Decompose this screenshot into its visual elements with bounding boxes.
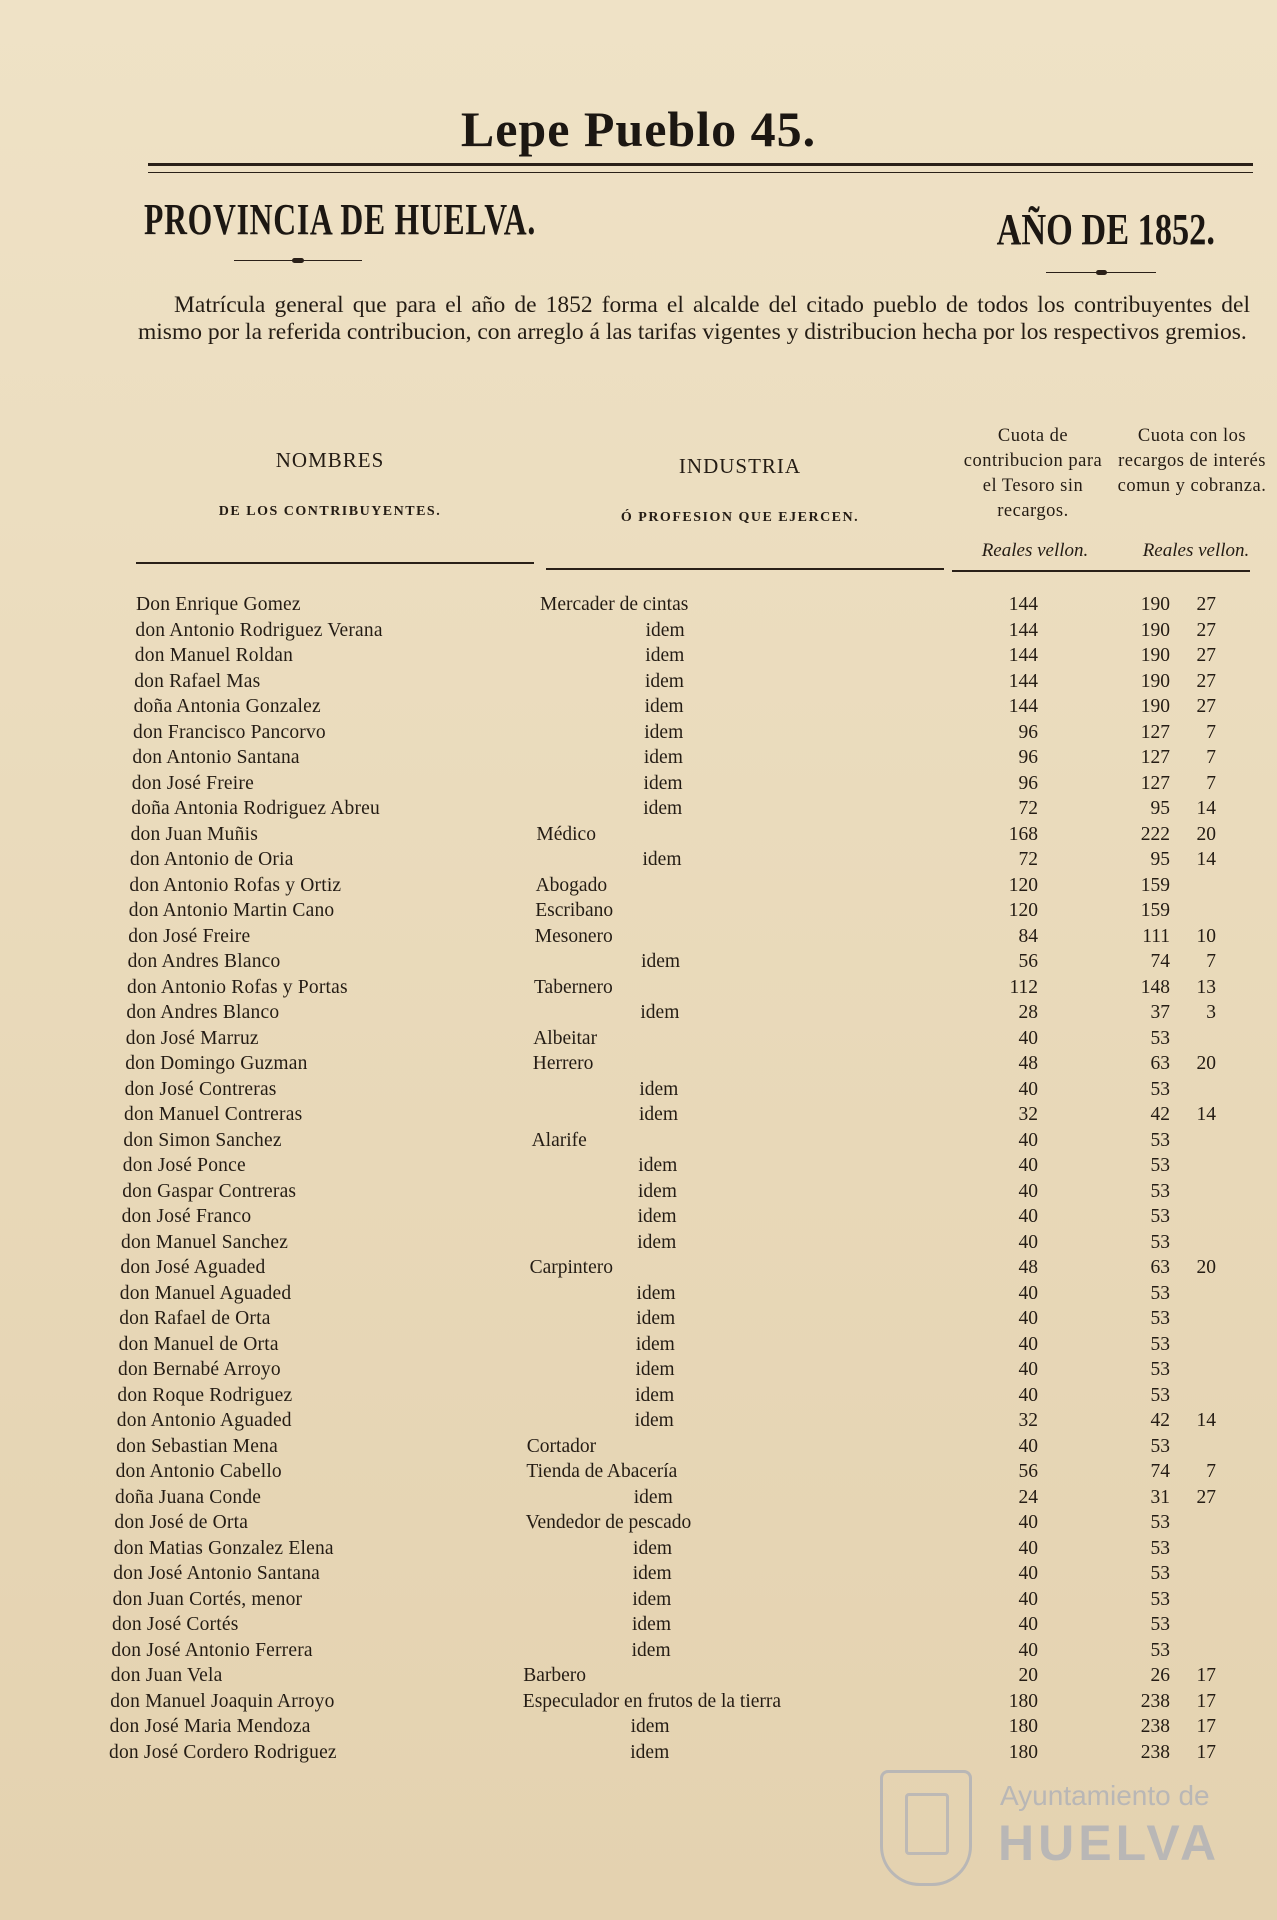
cuota-cell: 40 (1018, 1078, 1038, 1100)
top-rule-thin (148, 172, 1253, 173)
cuota-cell: 40 (1018, 1639, 1038, 1661)
contributor-name: doña Antonia Gonzalez (133, 696, 321, 717)
cuota-cell: 40 (1018, 1206, 1038, 1227)
cuota-cell: 56 (1018, 951, 1038, 972)
cuota-cell: 40 (1018, 1512, 1038, 1533)
intro-paragraph: Matrícula general que para el año de 1852 forma el alcalde del citado pueblo de todos los contribuyentes del mismo por la referida contribucion, con arreglo á las tarifas vigentes y distribucion hecha por los respectivos gremios. (138, 292, 1250, 345)
page-title: Lepe Pueblo 45. (460, 101, 817, 157)
cuota-cell: 40 (1018, 1180, 1038, 1202)
recargo-reales-cell: 53 (1150, 1512, 1170, 1533)
recargo-reales-cell: 53 (1150, 1155, 1170, 1176)
industry-cell: idem (637, 1206, 677, 1227)
industry-cell: idem (643, 772, 683, 794)
recargo-reales-cell: 53 (1150, 1639, 1170, 1661)
industry-cell: Alarife (531, 1129, 587, 1151)
recargo-centimos-cell: 7 (1206, 772, 1216, 794)
recargo-reales-cell: 95 (1150, 849, 1170, 870)
cuota-cell: 144 (1008, 645, 1038, 666)
industry-cell: idem (634, 1410, 674, 1431)
cuota-cell: 144 (1008, 619, 1038, 641)
cuota-cell: 24 (1018, 1486, 1038, 1508)
cuota-cell: 28 (1018, 1002, 1038, 1023)
table-row (0, 898, 1277, 924)
recargo-reales-cell: 159 (1140, 874, 1170, 896)
contributor-name: don Antonio Martin Cano (128, 900, 335, 921)
table-row (0, 1434, 1277, 1460)
contributor-name: don Bernabé Arroyo (118, 1359, 281, 1380)
recargo-centimos-cell: 7 (1206, 951, 1216, 972)
recargo-reales-cell: 53 (1150, 1614, 1170, 1635)
industry-cell: idem (630, 1716, 670, 1737)
table-row (0, 1000, 1277, 1026)
recargo-centimos-cell: 27 (1196, 619, 1216, 641)
contributor-name: don José Antonio Ferrera (111, 1639, 313, 1661)
province-heading: PROVINCIA DE HUELVA. (144, 195, 537, 244)
recargo-reales-cell: 42 (1150, 1410, 1170, 1431)
industry-cell: idem (635, 1333, 675, 1355)
table-row (0, 1714, 1277, 1740)
recargo-centimos-cell: 17 (1196, 1665, 1216, 1686)
table-row (0, 1026, 1277, 1052)
contributor-name: don Antonio Rodriguez Verana (135, 619, 383, 641)
cuota-cell: 40 (1018, 1155, 1038, 1176)
cuota-cell: 120 (1008, 900, 1038, 921)
contributor-name: doña Antonia Rodriguez Abreu (131, 798, 380, 819)
industry-cell: idem (631, 1639, 671, 1661)
industry-cell: idem (637, 1180, 677, 1202)
table-row (0, 745, 1277, 771)
contributor-name: don Juan Muñis (130, 823, 258, 845)
industry-cell: Vendedor de pescado (525, 1512, 692, 1533)
contributor-name: don Manuel Aguaded (119, 1282, 292, 1304)
industry-cell: idem (639, 1104, 678, 1125)
contributor-name: don Juan Cortés, menor (112, 1588, 303, 1610)
recargo-centimos-cell: 14 (1196, 798, 1216, 819)
contributor-name: don Juan Vela (110, 1665, 223, 1686)
cuota-cell: 40 (1018, 1563, 1038, 1584)
cuota-cell: 144 (1008, 594, 1038, 615)
cuota-cell: 168 (1008, 823, 1038, 845)
table-row (0, 1383, 1277, 1409)
contributor-name: don José de Orta (114, 1512, 249, 1533)
cuota-cell: 180 (1008, 1690, 1038, 1712)
header-rule-names (136, 562, 534, 564)
cuota-cell: 32 (1018, 1410, 1038, 1431)
contributor-name: don José Freire (128, 925, 251, 947)
contributor-name: don Antonio Santana (132, 747, 300, 768)
recargo-reales-cell: 190 (1140, 670, 1170, 692)
recargo-reales-cell: 37 (1150, 1002, 1170, 1023)
recargo-centimos-cell: 14 (1196, 1410, 1216, 1431)
table-row (0, 771, 1277, 797)
table-row (0, 1128, 1277, 1154)
recargo-reales-cell: 53 (1150, 1384, 1170, 1406)
recargo-reales-cell: 95 (1150, 798, 1170, 819)
industry-cell: Mesonero (534, 925, 613, 947)
industry-cell: Especulador en frutos de la tierra (522, 1690, 782, 1712)
table-row (0, 1179, 1277, 1205)
industry-cell: idem (645, 619, 685, 641)
cuota-cell: 20 (1018, 1665, 1038, 1686)
contributor-name: don José Marruz (125, 1027, 259, 1049)
recargo-reales-cell: 63 (1150, 1053, 1170, 1074)
contributor-name: don José Antonio Santana (113, 1563, 321, 1584)
industry-cell: idem (641, 951, 681, 972)
cuota-cell: 96 (1018, 721, 1038, 743)
recargo-reales-cell: 74 (1150, 1461, 1170, 1482)
contributor-name: don José Aguaded (120, 1257, 266, 1278)
recargo-reales-cell: 53 (1150, 1308, 1170, 1329)
recargo-reales-cell: 190 (1140, 619, 1170, 641)
table-row (0, 1408, 1277, 1434)
contributor-name: don Manuel Sanchez (121, 1231, 289, 1253)
table-row (0, 1332, 1277, 1358)
cuota-cell: 40 (1018, 1231, 1038, 1253)
cuota-cell: 56 (1018, 1461, 1038, 1482)
contributor-name: don Andres Blanco (126, 1002, 280, 1023)
recargo-centimos-cell: 17 (1196, 1741, 1216, 1763)
table-row (0, 1306, 1277, 1332)
contributor-name: don Antonio Rofas y Portas (127, 976, 348, 998)
recargo-reales-cell: 53 (1150, 1180, 1170, 1202)
header-industry: INDUSTRIA (678, 454, 802, 478)
industry-cell: Tienda de Abacería (526, 1461, 678, 1482)
industry-cell: idem (636, 1308, 676, 1329)
recargo-reales-cell: 26 (1150, 1665, 1170, 1686)
table-row (0, 592, 1277, 618)
recargo-reales-cell: 148 (1140, 976, 1170, 998)
industry-cell: Tabernero (534, 976, 613, 998)
recargo-centimos-cell: 7 (1206, 721, 1216, 743)
recargo-reales-cell: 53 (1150, 1333, 1170, 1355)
archive-stamp (880, 1768, 1221, 1888)
cuota-cell: 72 (1018, 798, 1038, 819)
table-row (0, 873, 1277, 899)
header-rule-values (952, 570, 1250, 572)
industry-cell: idem (632, 1563, 672, 1584)
header-cuota: Cuota de contribucion para el Tesoro sin recargos. (963, 426, 1103, 521)
table-row (0, 1230, 1277, 1256)
recargo-reales-cell: 53 (1150, 1435, 1170, 1457)
contributor-name: don Sebastian Mena (116, 1435, 278, 1457)
industry-cell: Albeitar (533, 1027, 598, 1049)
contributor-name: don José Cordero Rodriguez (109, 1741, 337, 1763)
cuota-cell: 96 (1018, 772, 1038, 794)
contributor-name: don Antonio Rofas y Ortiz (129, 874, 342, 896)
industry-cell: idem (645, 645, 685, 666)
industry-cell: idem (635, 1359, 675, 1380)
table-row (0, 1153, 1277, 1179)
contributor-name: don Manuel de Orta (118, 1333, 279, 1355)
table-row (0, 643, 1277, 669)
stamp-line1: Ayuntamiento de (1000, 1780, 1210, 1811)
cuota-cell: 40 (1018, 1384, 1038, 1406)
table-row (0, 1255, 1277, 1281)
cuota-cell: 72 (1018, 849, 1038, 870)
contributor-name: don Antonio Cabello (115, 1461, 282, 1482)
industry-cell: idem (644, 721, 684, 743)
contributor-name: don Manuel Contreras (124, 1104, 303, 1125)
cuota-cell: 40 (1018, 1435, 1038, 1457)
recargo-centimos-cell: 27 (1196, 645, 1216, 666)
recargo-reales-cell: 31 (1150, 1486, 1170, 1508)
recargo-reales-cell: 222 (1140, 823, 1170, 845)
recargo-centimos-cell: 27 (1196, 594, 1216, 615)
table-row (0, 1536, 1277, 1562)
cuota-cell: 144 (1008, 696, 1038, 717)
recargo-reales-cell: 53 (1150, 1588, 1170, 1610)
table-row (0, 1638, 1277, 1664)
contributor-name: don Gaspar Contreras (122, 1180, 297, 1202)
industry-cell: Escribano (535, 900, 614, 921)
recargo-reales-cell: 53 (1150, 1078, 1170, 1100)
year-heading: AÑO DE 1852. (996, 205, 1215, 254)
contributor-name: don Simon Sanchez (123, 1129, 282, 1151)
recargo-reales-cell: 42 (1150, 1104, 1170, 1125)
contributor-name: don José Cortés (112, 1614, 239, 1635)
table-row (0, 618, 1277, 644)
industry-cell: idem (638, 1155, 678, 1176)
cuota-cell: 40 (1018, 1129, 1038, 1151)
contributor-name: don Roque Rodriguez (117, 1384, 293, 1406)
recargo-reales-cell: 127 (1140, 772, 1170, 794)
recargo-centimos-cell: 3 (1206, 1002, 1216, 1023)
industry-cell: idem (637, 1231, 677, 1253)
recargo-reales-cell: 53 (1150, 1359, 1170, 1380)
industry-cell: idem (643, 798, 683, 819)
cuota-cell: 180 (1008, 1716, 1038, 1737)
recargo-centimos-cell: 20 (1196, 823, 1216, 845)
industry-cell: idem (635, 1384, 675, 1406)
table-row (0, 694, 1277, 720)
industry-cell: idem (633, 1537, 673, 1559)
industry-cell: Barbero (523, 1665, 586, 1686)
recargo-centimos-cell: 14 (1196, 1104, 1216, 1125)
table-row (0, 1689, 1277, 1715)
table-row (0, 1077, 1277, 1103)
contributor-name: don Rafael Mas (134, 670, 261, 692)
industry-cell: idem (632, 1588, 672, 1610)
header-rule-industry (546, 568, 944, 570)
cuota-cell: 40 (1018, 1588, 1038, 1610)
industry-cell: Médico (536, 823, 596, 845)
industry-cell: Mercader de cintas (540, 594, 689, 615)
cuota-cell: 40 (1018, 1308, 1038, 1329)
cuota-cell: 48 (1018, 1053, 1038, 1074)
table-row (0, 1485, 1277, 1511)
recargo-reales-cell: 63 (1150, 1257, 1170, 1278)
contributor-name: don Andres Blanco (127, 951, 281, 972)
recargo-centimos-cell: 27 (1196, 1486, 1216, 1508)
recargo-centimos-cell: 7 (1206, 747, 1216, 768)
contributor-name: don José Contreras (124, 1078, 277, 1100)
recargo-reales-cell: 159 (1140, 900, 1170, 921)
contributor-name: doña Juana Conde (115, 1486, 262, 1508)
table-row (0, 975, 1277, 1001)
header-names-sub: DE LOS CONTRIBUYENTES. (218, 504, 442, 519)
coat-of-arms-icon (880, 1770, 972, 1886)
contributor-name: don José Freire (131, 772, 254, 794)
recargo-reales-cell: 238 (1140, 1741, 1170, 1763)
industry-cell: idem (636, 1282, 676, 1304)
table-row (0, 1459, 1277, 1485)
cuota-cell: 40 (1018, 1333, 1038, 1355)
industry-cell: idem (633, 1486, 673, 1508)
recargo-centimos-cell: 17 (1196, 1690, 1216, 1712)
ornament-divider (234, 258, 362, 264)
contributor-name: don Antonio de Oria (130, 849, 294, 870)
contributor-name: don Domingo Guzman (125, 1053, 308, 1074)
recargo-reales-cell: 111 (1142, 925, 1170, 947)
industry-cell: Herrero (532, 1053, 594, 1074)
header-cuota-recargos: Cuota con los recargos de interés comun y cobranza. (1117, 426, 1267, 496)
recargo-reales-cell: 53 (1150, 1282, 1170, 1304)
industry-cell: idem (644, 670, 684, 692)
recargo-reales-cell: 127 (1140, 721, 1170, 743)
industry-cell: idem (643, 747, 683, 768)
contributor-name: don Matias Gonzalez Elena (113, 1537, 334, 1559)
industry-cell: Abogado (535, 874, 608, 896)
top-rule (148, 163, 1253, 166)
recargo-centimos-cell: 27 (1196, 670, 1216, 692)
table-row (0, 796, 1277, 822)
cuota-cell: 120 (1008, 874, 1038, 896)
table-row (0, 847, 1277, 873)
table-row (0, 949, 1277, 975)
recargo-reales-cell: 190 (1140, 645, 1170, 666)
cuota-cell: 32 (1018, 1104, 1038, 1125)
recargo-reales-cell: 53 (1150, 1027, 1170, 1049)
recargo-reales-cell: 238 (1140, 1716, 1170, 1737)
recargo-centimos-cell: 13 (1196, 976, 1216, 998)
table-row (0, 720, 1277, 746)
ornament-divider (1046, 270, 1156, 276)
header-industry-sub: Ó PROFESION QUE EJERCEN. (620, 510, 860, 525)
contributor-name: don Manuel Roldan (134, 645, 294, 666)
cuota-cell: 40 (1018, 1027, 1038, 1049)
recargo-centimos-cell: 10 (1196, 925, 1216, 947)
industry-cell: Carpintero (529, 1257, 613, 1278)
cuota-cell: 40 (1018, 1359, 1038, 1380)
cuota-cell: 48 (1018, 1257, 1038, 1278)
cuota-cell: 180 (1008, 1741, 1038, 1763)
table-row (0, 822, 1277, 848)
industry-cell: idem (632, 1614, 671, 1635)
recargo-reales-cell: 53 (1150, 1129, 1170, 1151)
table-row (0, 1740, 1277, 1766)
header-recargos-unit: Reales vellon. (1142, 540, 1250, 561)
contributor-name: don Antonio Aguaded (116, 1410, 292, 1431)
recargo-centimos-cell: 20 (1196, 1053, 1216, 1074)
recargo-centimos-cell: 20 (1196, 1257, 1216, 1278)
contributor-name: don Rafael de Orta (119, 1308, 271, 1329)
recargo-reales-cell: 190 (1140, 696, 1170, 717)
header-cuota-unit: Reales vellon. (981, 540, 1089, 561)
table-row (0, 1204, 1277, 1230)
recargo-reales-cell: 74 (1150, 951, 1170, 972)
table-row (0, 1561, 1277, 1587)
contributor-name: don Manuel Joaquin Arroyo (110, 1690, 335, 1712)
table-row (0, 924, 1277, 950)
cuota-cell: 40 (1018, 1537, 1038, 1559)
contributor-name: don José Maria Mendoza (109, 1716, 311, 1737)
recargo-reales-cell: 238 (1140, 1690, 1170, 1712)
industry-cell: idem (639, 1078, 679, 1100)
industry-cell: Cortador (526, 1435, 597, 1457)
recargo-reales-cell: 53 (1150, 1537, 1170, 1559)
recargo-centimos-cell: 27 (1196, 696, 1216, 717)
cuota-cell: 112 (1009, 976, 1038, 998)
recargo-reales-cell: 53 (1150, 1206, 1170, 1227)
recargo-reales-cell: 53 (1150, 1563, 1170, 1584)
contributor-name: Don Enrique Gomez (136, 594, 301, 615)
table-row (0, 1281, 1277, 1307)
recargo-centimos-cell: 17 (1196, 1716, 1216, 1737)
industry-cell: idem (644, 696, 684, 717)
cuota-cell: 144 (1008, 670, 1038, 692)
table-row (0, 1663, 1277, 1689)
contributor-name: don José Ponce (122, 1155, 246, 1176)
table-row (0, 1510, 1277, 1536)
table-row (0, 1102, 1277, 1128)
cuota-cell: 96 (1018, 747, 1038, 768)
table-row (0, 669, 1277, 695)
contributor-name: don Francisco Pancorvo (133, 721, 326, 743)
table-row (0, 1051, 1277, 1077)
cuota-cell: 40 (1018, 1282, 1038, 1304)
table-row (0, 1357, 1277, 1383)
stamp-line2: HUELVA (998, 1815, 1221, 1871)
recargo-reales-cell: 53 (1150, 1231, 1170, 1253)
industry-cell: idem (640, 1002, 680, 1023)
recargo-reales-cell: 190 (1140, 594, 1170, 615)
recargo-reales-cell: 127 (1140, 747, 1170, 768)
cuota-cell: 84 (1018, 925, 1038, 947)
contributor-name: don José Franco (121, 1206, 252, 1227)
industry-cell: idem (642, 849, 682, 870)
recargo-centimos-cell: 7 (1206, 1461, 1216, 1482)
table-row (0, 1612, 1277, 1638)
header-names: NOMBRES (275, 448, 385, 472)
cuota-cell: 40 (1018, 1614, 1038, 1635)
recargo-centimos-cell: 14 (1196, 849, 1216, 870)
table-row (0, 1587, 1277, 1613)
industry-cell: idem (630, 1741, 670, 1763)
